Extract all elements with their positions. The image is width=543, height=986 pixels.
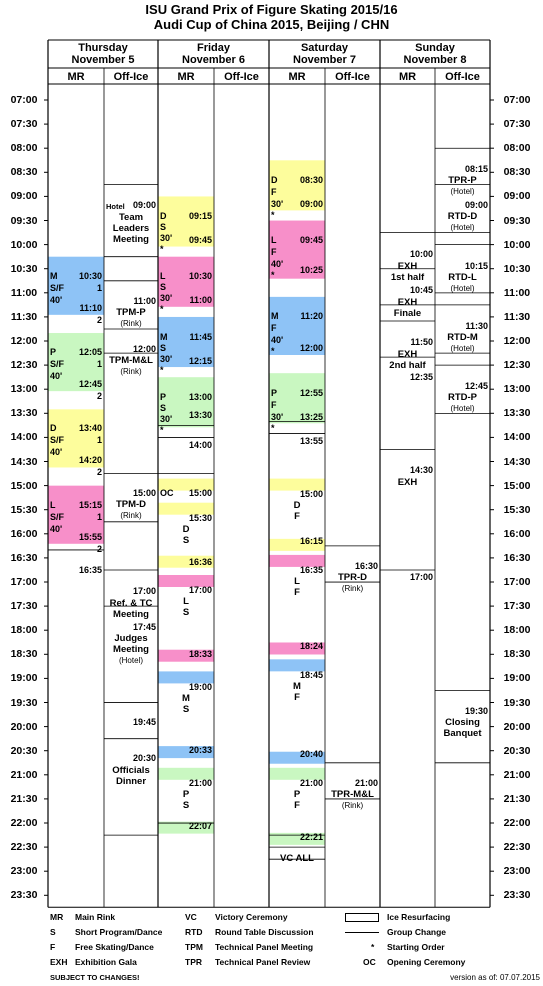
event-dance-free-practice (269, 173, 325, 223)
time-label: 09:30 (10, 214, 38, 227)
event-title: D F (293, 500, 301, 522)
event-starting-order: * (160, 244, 164, 254)
event-segment: S (160, 222, 167, 232)
subheader-off-ice: Off-Ice (335, 71, 370, 83)
event-title: TPR-P (Hotel) (448, 175, 477, 196)
event-group: 2 (96, 544, 102, 554)
event-tpr-d (325, 560, 380, 596)
time-label: 12:00 (10, 335, 38, 347)
time-label: 10:30 (503, 262, 531, 275)
event-discipline: P (160, 392, 167, 402)
event-start: 19:00 (188, 682, 212, 692)
event-title: RTD-P (Hotel) (447, 392, 478, 413)
event-starting-order: * (271, 423, 275, 433)
event-pairs-competition-sat (269, 777, 325, 845)
time-label: 12:00 (503, 335, 531, 347)
event-discipline: D (271, 175, 278, 185)
time-label: 20:00 (10, 720, 38, 733)
event-start: 09:15 (188, 211, 212, 221)
event-end: 22:21 (299, 832, 323, 842)
time-label: 21:30 (503, 792, 531, 805)
event-title: EXH 2nd half (389, 349, 426, 371)
event-end: 11:10 (79, 303, 102, 313)
event-title: L S (182, 596, 190, 618)
time-label: 14:00 (10, 431, 38, 444)
event-start: 10:30 (188, 271, 212, 281)
event-duration: 30' (271, 199, 284, 209)
event-discipline: L (160, 271, 166, 281)
event-tpm-p (104, 296, 158, 336)
event-men-short (48, 269, 104, 333)
event-start: 11:20 (300, 311, 323, 321)
event-starting-order: * (271, 270, 275, 280)
event-start: 13:40 (78, 423, 102, 433)
time-label: 08:00 (10, 142, 38, 155)
event-pairs-free-practice (269, 386, 325, 436)
event-discipline: D (160, 211, 167, 221)
time-label: 22:00 (10, 817, 38, 829)
time-label: 12:30 (503, 359, 531, 372)
event-closing-banquet (435, 705, 490, 745)
event-title: Ref. & TC Meeting (109, 598, 153, 620)
event-title: P F (293, 789, 301, 811)
event-segment: S/F (50, 435, 65, 445)
event-start: 11:50 (410, 337, 433, 347)
event-start: 09:00 (464, 200, 488, 210)
event-discipline: D (50, 423, 57, 433)
time-label: 16:00 (503, 527, 531, 540)
sat-practice-end (269, 436, 325, 448)
event-title: EXH (397, 477, 418, 488)
event-group: 2 (96, 391, 102, 401)
event-start: 15:00 (299, 489, 323, 499)
event-judges-meeting (104, 621, 158, 731)
event-segment: F (271, 187, 277, 197)
event-start: 10:30 (78, 271, 102, 281)
time-label: 10:00 (10, 238, 38, 251)
event-duration: 40' (50, 371, 63, 381)
time-label: 17:00 (10, 576, 38, 588)
legend-column-2: VC Victory Ceremony RTD Round Table Discussion TPM Technical Panel Meeting TPR Technical Panel Review (185, 912, 314, 967)
event-start: 19:30 (464, 706, 488, 716)
event-segment: S/F (50, 512, 65, 522)
event-start: 13:00 (188, 392, 212, 402)
group-change-swatch (345, 932, 379, 933)
event-end: 18:33 (188, 649, 212, 659)
legend-column-3: Ice Resurfacing Group Change * Starting Order OC Opening Ceremony (345, 912, 540, 972)
time-label: 15:00 (10, 479, 38, 492)
time-label: 18:00 (503, 624, 531, 637)
title-line-2: Audi Cup of China 2015, Beijing / CHN (153, 17, 390, 32)
event-tpm-d (104, 488, 158, 528)
time-label: 21:30 (10, 792, 38, 805)
event-start: 10:15 (464, 261, 488, 271)
day-header-friday (158, 42, 269, 66)
subheader-off-ice: Off-Ice (113, 71, 149, 83)
time-label: 16:30 (503, 551, 531, 564)
event-rtd-p (435, 380, 490, 420)
time-label: 19:00 (503, 672, 531, 685)
time-label: 16:00 (10, 527, 38, 540)
event-end: 20:33 (188, 745, 212, 755)
event-segment: S (160, 282, 167, 292)
event-ladies-free-practice (269, 233, 325, 297)
time-label: 08:30 (503, 166, 531, 179)
time-label: 08:00 (503, 142, 531, 155)
time-label: 20:00 (503, 720, 531, 733)
event-rtd-d (435, 199, 490, 239)
event-title: M F (293, 681, 301, 703)
event-title: D S (182, 524, 190, 546)
event-duration: 40' (271, 259, 284, 269)
time-label: 19:00 (10, 672, 38, 685)
event-exhibition-finale (380, 284, 435, 324)
event-end: 13:30 (188, 410, 212, 420)
event-ladies-competition-sat (269, 564, 325, 652)
event-start: 21:00 (354, 778, 378, 788)
event-end: 19:45 (132, 717, 156, 727)
event-title: RTD-L (Hotel) (448, 272, 477, 293)
time-label: 07:30 (10, 118, 38, 131)
event-end: 16:36 (188, 557, 212, 567)
event-start: 11:00 (133, 296, 156, 306)
event-start: 15:30 (188, 513, 212, 523)
event-exhibition-first-half (380, 248, 435, 284)
event-rtd-m (435, 320, 490, 360)
event-discipline: L (50, 500, 56, 510)
event-end: 11:00 (189, 295, 212, 305)
event-end: 20:40 (299, 749, 323, 759)
event-group: 1 (96, 283, 102, 293)
event-duration: 30' (271, 412, 284, 422)
time-label: 11:00 (10, 286, 38, 299)
subheader-mr: MR (288, 71, 306, 83)
event-end: 09:45 (188, 235, 212, 245)
event-discipline: M (160, 332, 168, 342)
event-duration: 40' (271, 335, 284, 345)
event-title: Closing Banquet (443, 717, 482, 739)
event-starting-order: * (160, 365, 164, 375)
time-label: 09:00 (503, 190, 531, 203)
event-start: 12:00 (132, 344, 156, 354)
event-team-leaders-meeting (104, 200, 158, 250)
event-segment: S (160, 403, 167, 413)
event-end: 16:35 (78, 565, 102, 575)
event-start: 15:00 (188, 488, 212, 498)
event-label: OC (160, 488, 174, 498)
fri-practice-end (158, 440, 214, 452)
event-end: 12:15 (188, 356, 212, 366)
event-segment: S (160, 343, 167, 353)
event-start: 12:45 (464, 381, 488, 391)
event-group: 1 (96, 435, 102, 445)
event-discipline: M (271, 311, 279, 321)
time-label: 13:00 (10, 383, 38, 396)
event-start: 17:00 (132, 586, 156, 596)
time-label: 21:00 (503, 768, 531, 781)
event-start: 15:15 (78, 500, 102, 510)
time-label: 19:30 (10, 696, 38, 709)
time-label: 17:00 (503, 576, 531, 588)
event-title: TPR-M&L (Rink) (331, 789, 374, 810)
time-label: 23:30 (10, 889, 38, 902)
event-duration: 30' (160, 414, 173, 424)
event-end: 15:55 (78, 532, 102, 542)
event-title: EXH 1st half (390, 261, 425, 283)
event-start: 09:00 (132, 200, 156, 210)
event-duration: 30' (160, 354, 173, 364)
event-pairs-short (48, 345, 104, 409)
event-title: TPR-D (Rink) (337, 572, 368, 593)
event-officials-dinner (104, 752, 158, 792)
event-location: Hotel (106, 202, 125, 211)
subheader-off-ice: Off-Ice (224, 71, 259, 83)
event-discipline: L (271, 235, 277, 245)
time-label: 15:00 (503, 479, 531, 492)
event-start: 16:30 (354, 561, 378, 571)
event-men-short-fri (158, 330, 214, 380)
day-header-sunday (380, 42, 490, 66)
time-label: 21:00 (10, 768, 38, 781)
event-start: 12:55 (299, 388, 323, 398)
event-start: 10:00 (409, 249, 433, 259)
event-start: 11:45 (189, 332, 212, 342)
event-title: Team Leaders Meeting (112, 212, 150, 245)
event-dance-competition-sat (269, 488, 325, 548)
day-header-saturday (269, 42, 380, 66)
day-date: November 5 (71, 54, 135, 66)
event-men-competition-fri (158, 681, 214, 757)
day-header-thursday (48, 42, 158, 66)
event-group: 2 (96, 467, 102, 477)
subheader-mr: MR (398, 71, 417, 83)
time-label: 14:30 (503, 455, 531, 468)
time-label: 20:30 (503, 744, 531, 757)
time-label: 18:30 (503, 648, 531, 661)
event-rtd-l (435, 260, 490, 300)
time-label: 09:00 (10, 190, 38, 203)
event-start: 21:00 (188, 778, 212, 788)
thu-session-end (48, 565, 104, 577)
time-label: 12:30 (10, 359, 38, 372)
time-label: 13:30 (503, 407, 531, 420)
time-label: 13:30 (10, 407, 38, 420)
event-duration: 40' (50, 524, 63, 534)
time-label: 08:30 (10, 166, 38, 179)
title-line-1: ISU Grand Prix of Figure Skating 2015/16 (145, 2, 398, 17)
day-name: Sunday (415, 42, 455, 54)
time-label: 14:00 (503, 431, 531, 444)
event-start: 18:45 (299, 670, 323, 680)
time-label: 14:30 (10, 455, 38, 468)
day-date: November 6 (182, 54, 245, 66)
ice-resurfacing-swatch (345, 913, 379, 922)
event-title: P S (182, 789, 190, 811)
event-end: 18:24 (299, 641, 323, 651)
event-exhibition-second-half (380, 336, 435, 382)
event-dance-short (48, 421, 104, 485)
event-segment: S/F (50, 359, 65, 369)
day-name: Friday (196, 42, 230, 54)
day-date: November 8 (403, 54, 467, 66)
event-start: 08:30 (299, 175, 323, 185)
event-title: Officials Dinner (112, 765, 150, 787)
event-discipline: P (271, 388, 278, 398)
event-title: RTD-D (Hotel) (447, 211, 478, 232)
event-exhibition (380, 464, 435, 586)
event-title: EXH Finale (393, 297, 422, 319)
event-start: 21:00 (299, 778, 323, 788)
event-end: 22:07 (188, 821, 212, 831)
event-starting-order: * (271, 346, 275, 356)
event-start: 12:05 (78, 347, 102, 357)
time-label: 07:00 (10, 94, 38, 106)
event-start: 09:45 (299, 235, 323, 245)
time-label: 17:30 (10, 600, 38, 613)
time-label: 23:30 (503, 889, 531, 902)
event-duration: 40' (50, 447, 63, 457)
time-label: 15:30 (503, 503, 531, 516)
event-segment: F (271, 400, 277, 410)
time-label: 11:30 (503, 310, 531, 323)
event-title: RTD-M (Hotel) (447, 332, 478, 353)
time-label: 17:30 (503, 600, 531, 613)
time-label: 10:00 (503, 238, 531, 251)
event-ladies-short (48, 498, 104, 562)
time-label: 10:30 (10, 262, 38, 275)
time-label: 07:30 (503, 118, 531, 131)
event-group: 1 (96, 359, 102, 369)
event-end: 14:00 (188, 440, 212, 450)
event-end: 09:00 (299, 199, 323, 209)
time-label: 18:00 (10, 624, 38, 637)
event-segment: F (271, 323, 277, 333)
event-discipline: M (50, 271, 58, 281)
event-starting-order: * (160, 425, 164, 435)
time-label: 16:30 (10, 551, 38, 564)
event-end: 13:55 (299, 436, 323, 446)
event-start: 10:45 (409, 285, 433, 295)
event-start: 11:30 (465, 321, 488, 331)
event-men-competition-sat (269, 669, 325, 761)
event-duration: 40' (50, 295, 63, 305)
time-label: 20:30 (10, 744, 38, 757)
event-victory-ceremony-all: VC ALL (280, 853, 314, 864)
event-pairs-competition-fri (158, 777, 214, 833)
event-tpm-ml (104, 344, 158, 384)
event-ref-tc-meeting (104, 585, 158, 621)
time-label: 13:00 (503, 383, 531, 396)
event-opening-ceremony (158, 488, 214, 500)
subheader-off-ice: Off-Ice (445, 71, 480, 83)
event-men-free-practice (269, 309, 325, 373)
event-starting-order: * (271, 210, 275, 220)
event-end: 17:00 (409, 572, 433, 582)
event-duration: 30' (160, 293, 173, 303)
event-title: TPM-D (Rink) (115, 499, 147, 520)
event-end: 13:25 (299, 412, 323, 422)
event-discipline: P (50, 347, 57, 357)
time-label: 23:00 (10, 865, 38, 878)
event-ladies-competition-fri (158, 584, 214, 660)
event-title: Judges Meeting (Hotel) (113, 633, 149, 665)
event-pairs-short-fri (158, 390, 214, 440)
event-title: L F (294, 576, 300, 598)
event-segment: F (271, 247, 277, 257)
event-segment: S/F (50, 283, 65, 293)
day-date: November 7 (293, 54, 356, 66)
event-start: 17:00 (188, 585, 212, 595)
event-start: 16:35 (299, 565, 323, 575)
event-starting-order: * (160, 304, 164, 314)
event-start: 14:30 (409, 465, 433, 475)
event-start: 17:45 (132, 622, 156, 632)
event-dance-competition-fri (158, 512, 214, 568)
version-note: version as of: 07.07.2015 (450, 973, 540, 982)
event-group: 2 (96, 315, 102, 325)
event-start: 20:30 (132, 753, 156, 763)
subheader-mr: MR (67, 71, 85, 83)
event-dance-short-fri (158, 209, 214, 259)
event-end: 12:00 (299, 343, 323, 353)
time-label: 22:00 (503, 817, 531, 829)
event-title: TPM-M&L (Rink) (109, 355, 153, 376)
event-start: 15:00 (132, 488, 156, 498)
legend-column-1: MR Main Rink S Short Program/Dance F Free Skating/Dance EXH Exhibition Gala (50, 912, 163, 967)
event-title: M S (182, 693, 190, 715)
day-name: Saturday (300, 42, 349, 54)
time-label: 18:30 (10, 648, 38, 661)
time-label: 22:30 (10, 841, 38, 854)
event-tpr-ml (325, 777, 380, 813)
event-ladies-short-fri (158, 269, 214, 319)
time-label: 11:30 (10, 310, 38, 323)
time-label: 11:00 (503, 286, 531, 299)
time-label: 07:00 (503, 94, 531, 106)
event-end: 14:20 (78, 455, 102, 465)
event-title: TPM-P (Rink) (116, 307, 146, 328)
event-start: 08:15 (464, 164, 488, 174)
subject-to-changes-note: SUBJECT TO CHANGES! (50, 973, 140, 982)
event-end: 12:35 (409, 372, 433, 382)
time-label: 23:00 (503, 865, 531, 878)
time-label: 19:30 (503, 696, 531, 709)
day-name: Thursday (78, 42, 128, 54)
time-label: 15:30 (10, 503, 38, 516)
event-end: 12:45 (78, 379, 102, 389)
event-end: 16:15 (299, 536, 323, 546)
time-label: 22:30 (503, 841, 531, 854)
event-group: 1 (96, 512, 102, 522)
event-tpr-p (435, 163, 490, 199)
time-label: 09:30 (503, 214, 531, 227)
subheader-mr: MR (177, 71, 195, 83)
event-duration: 30' (160, 233, 173, 243)
event-end: 10:25 (299, 265, 323, 275)
